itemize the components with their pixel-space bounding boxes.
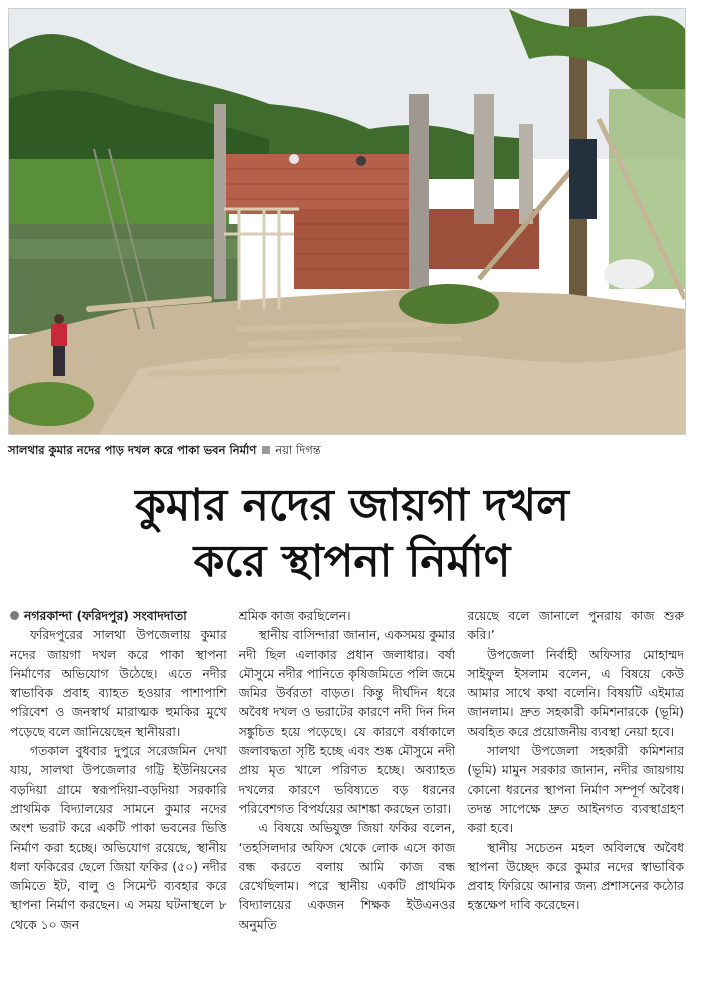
article-column-1 (10, 606, 227, 984)
paragraph: স্থানীয় সচেতন মহল অবিলম্বে অবৈধ স্থাপনা উচ্ছেদ করে কুমার নদের স্বাভাবিক প্রবাহ ফিরিয়ে আনার জন্য প্রশাসনের কঠোর হস্তক্ষেপ দাবি করেছেন। (467, 839, 685, 913)
paragraph: রয়েছে বলে জানালে পুনরায় কাজ শুরু করি।’ (467, 608, 685, 643)
paragraph: এ বিষয়ে অভিযুক্ত জিয়া ফকির বলেন, ‘তহসিলদার অফিস থেকে লোক এসে কাজ বন্ধ করতে বলায় আমি কাজ বন্ধ রেখেছিলাম। পরে স্থানীয় একটি প্রাথমিক বিদ্যালয়ের একজন শিক্ষক ইউএনওর অনুমতি (238, 820, 456, 932)
caption-text: সালথার কুমার নদের পাড় দখল করে পাকা ভবন নির্মাণ (8, 443, 257, 457)
headline-line-2: করে স্থাপনা নির্মাণ (193, 536, 511, 587)
paragraph: ফরিদপুরের সালথা উপজেলায় কুমার নদের জায়গা দখল করে পাকা স্থাপনা নির্মাণের অভিযোগ উঠেছে। এতে নদীর স্বাভাবিক প্রবাহ ব্যাহত হওয়ার পাশাপাশি পরিবেশ ও জনস্বার্থ মারাত্মক হুমকির মুখে পড়েছে বলে জানিয়েছেন স্থানীয়রা। (10, 627, 227, 739)
paragraph: উপজেলা নির্বাহী অফিসার মোহাম্মদ সাইফুল ইসলাম বলেন, এ বিষয়ে কেউ আমার সাথে কথা বলেনি। বিষয়টি এইমাত্র জানলাম। দ্রুত সহকারী কমিশনারকে (ভূমি) অবহিত করে প্রয়োজনীয় ব্যবস্থা নেয়া হবে। (467, 646, 685, 739)
caption-separator (262, 446, 270, 454)
photo-caption (8, 442, 684, 461)
article-body (10, 606, 684, 984)
headline (0, 478, 704, 590)
paragraph: সালথা উপজেলা সহকারী কমিশনার (ভূমি) মামুন সরকার জানান, নদীর জায়গায় কোনো ধরনের স্থাপনা নির্মাণ সম্পূর্ণ অবৈধ। তদন্ত সাপেক্ষে দ্রুত আইনগত ব্যবস্থাগ্রহণ করা হবে। (467, 743, 685, 836)
byline-row (10, 606, 227, 625)
article-column-2 (239, 606, 456, 984)
bullet-icon (10, 611, 19, 620)
paragraph: গতকাল বুধবার দুপুরে সরেজমিন দেখা যায়, সালথা উপজেলার গট্টি ইউনিয়নের বড়দিয়া গ্রামে স্বরূপদিয়া-বড়দিয়া সরকারি প্রাথমিক বিদ্যালয়ের সামনে কুমার নদের অংশ ভরাট করে একটি পাকা ভবনের ভিত্তি নির্মাণ করা হচ্ছে। অভিযোগ রয়েছে, স্থানীয় ধলা ফকিরের ছেলে জিয়া ফকির (৫০) নদীর জমিতে ইট, বালু ও সিমেন্ট ব্যবহার করে স্থাপনা নির্মাণ করছেন। এ সময় ঘটনাস্থলে ৮ থেকে ১০ জন (10, 743, 227, 932)
caption-source: নয়া দিগন্ত (275, 443, 321, 457)
paragraph: স্থানীয় বাসিন্দারা জানান, একসময় কুমার নদী ছিল এলাকার প্রধান জলাধার। বর্ষা মৌসুমে নদীর পানিতে কৃষিজমিতে পলি জমে জমির উর্বরতা বাড়ত। কিন্তু দীর্ঘদিন ধরে অবৈধ দখল ও ভরাটের কারণে নদী দিন দিন সঙ্কুচিত হয়ে পড়েছে। যে কারণে বর্ষাকালে জলাবদ্ধতা সৃষ্টি হচ্ছে এবং শুষ্ক মৌসুমে নদী প্রায় মৃত খালে পরিণত হচ্ছে। অব্যাহত দখলের কারণে ভবিষ্যতে বড় ধরনের পরিবেশগত বিপর্যয়ের আশঙ্কা করছেন তারা। (238, 627, 456, 816)
article-column-3 (467, 606, 684, 984)
headline-line-1: কুমার নদের জায়গা দখল (135, 480, 569, 531)
paragraph: শ্রমিক কাজ করছিলেন। (238, 608, 351, 623)
news-photo (8, 8, 686, 435)
byline: নগরকান্দা (ফরিদপুর) সংবাদদাতা (24, 608, 187, 623)
construction-site-image (9, 9, 685, 434)
